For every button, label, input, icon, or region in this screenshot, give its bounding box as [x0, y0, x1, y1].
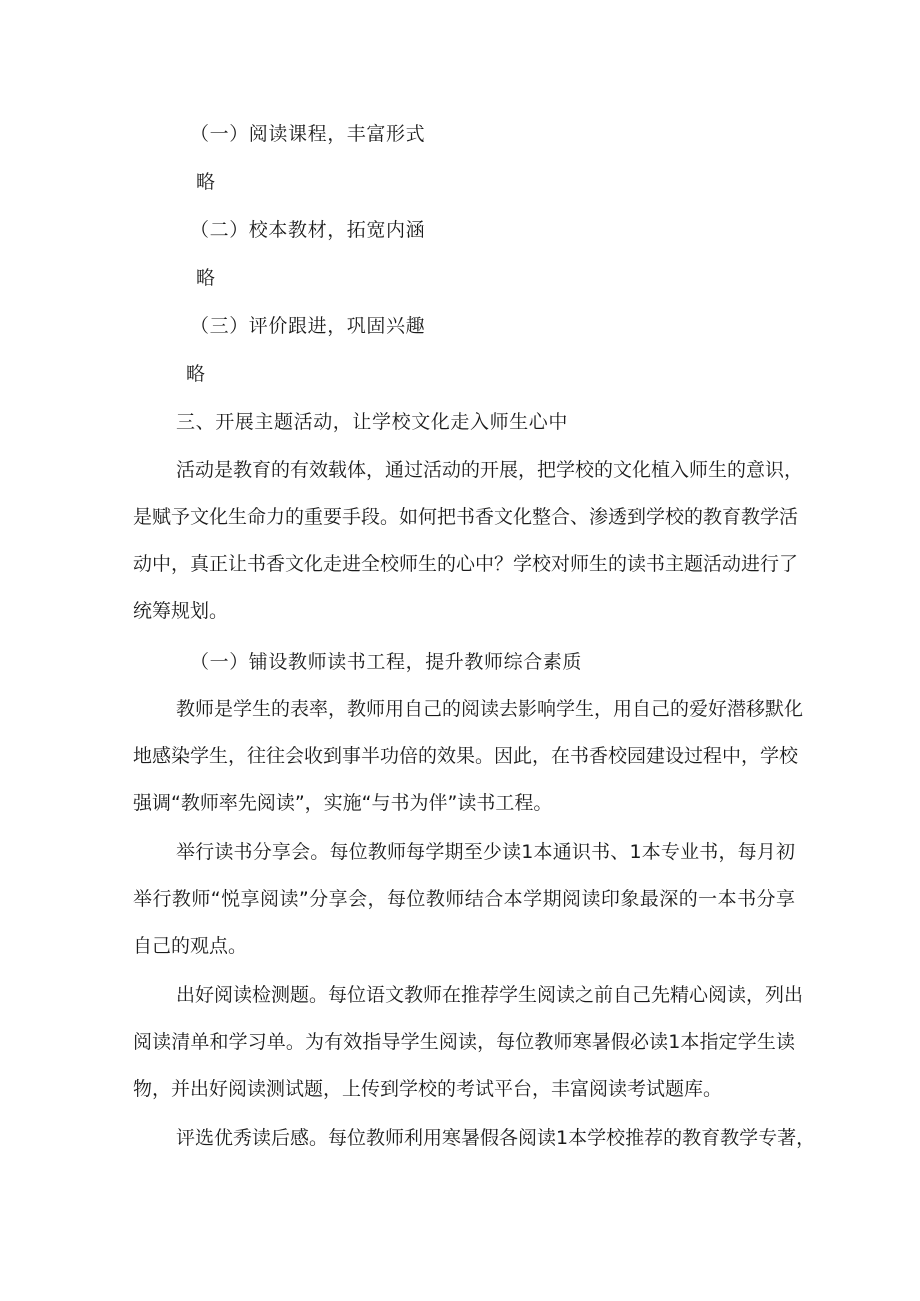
subsection-heading-2: （二）校本教材，拓宽内涵	[190, 219, 426, 241]
section-heading-3: 三、开展主题活动，让学校文化走入师生心中	[176, 411, 569, 433]
paragraph-line: 举行教师“悦享阅读”分享会，每位教师结合本学期阅读印象最深的一本书分享	[133, 888, 795, 910]
paragraph-sharing-meeting	[133, 829, 795, 970]
paragraph-line: 物，并出好阅读测试题，上传到学校的考试平台，丰富阅读考试题库。	[133, 1078, 723, 1100]
paragraph-line: 是赋予文化生命力的重要手段。如何把书香文化整合、渗透到学校的教育教学活	[133, 506, 799, 528]
paragraph-line: 阅读清单和学习单。为有效指导学生阅读，每位教师寒暑假必读1本指定学生读	[133, 1031, 795, 1053]
paragraph-line: 举行读书分享会。每位教师每学期至少读1本通识书、1本专业书，每月初	[176, 841, 795, 863]
paragraph-reflections	[133, 1115, 816, 1162]
paragraph-line: 自己的观点。	[133, 935, 248, 957]
paragraph-line: 动中，真正让书香文化走进全校师生的心中？学校对师生的读书主题活动进行了	[133, 553, 799, 575]
paragraph-line: 出好阅读检测题。每位语文教师在推荐学生阅读之前自己先精心阅读，列出	[176, 984, 804, 1006]
subsection-heading-1: （一）阅读课程，丰富形式	[190, 123, 426, 145]
subsection-body-2: 略	[196, 267, 216, 289]
paragraph-line: 地感染学生，往往会收到事半功倍的效果。因此，在书香校园建设过程中，学校	[133, 745, 799, 767]
paragraph-line: 评选优秀读后感。每位教师利用寒暑假各阅读1本学校推荐的教育教学专著，	[176, 1127, 816, 1149]
subsection-body-3: 略	[186, 363, 206, 385]
subsection-heading-teacher-reading: （一）铺设教师读书工程，提升教师综合素质	[190, 651, 583, 673]
paragraph-teacher-role	[133, 686, 804, 827]
subsection-heading-3: （三）评价跟进，巩固兴趣	[190, 315, 426, 337]
paragraph-line: 强调“教师率先阅读”，实施“与书为伴”读书工程。	[133, 792, 553, 814]
paragraph-line: 活动是教育的有效载体，通过活动的开展，把学校的文化植入师生的意识，	[176, 459, 804, 481]
subsection-body-1: 略	[196, 171, 216, 193]
paragraph-activities	[133, 447, 804, 635]
paragraph-line: 教师是学生的表率，教师用自己的阅读去影响学生，用自己的爱好潜移默化	[176, 698, 804, 720]
paragraph-reading-tests	[133, 972, 804, 1113]
paragraph-line: 统筹规划。	[133, 600, 229, 622]
